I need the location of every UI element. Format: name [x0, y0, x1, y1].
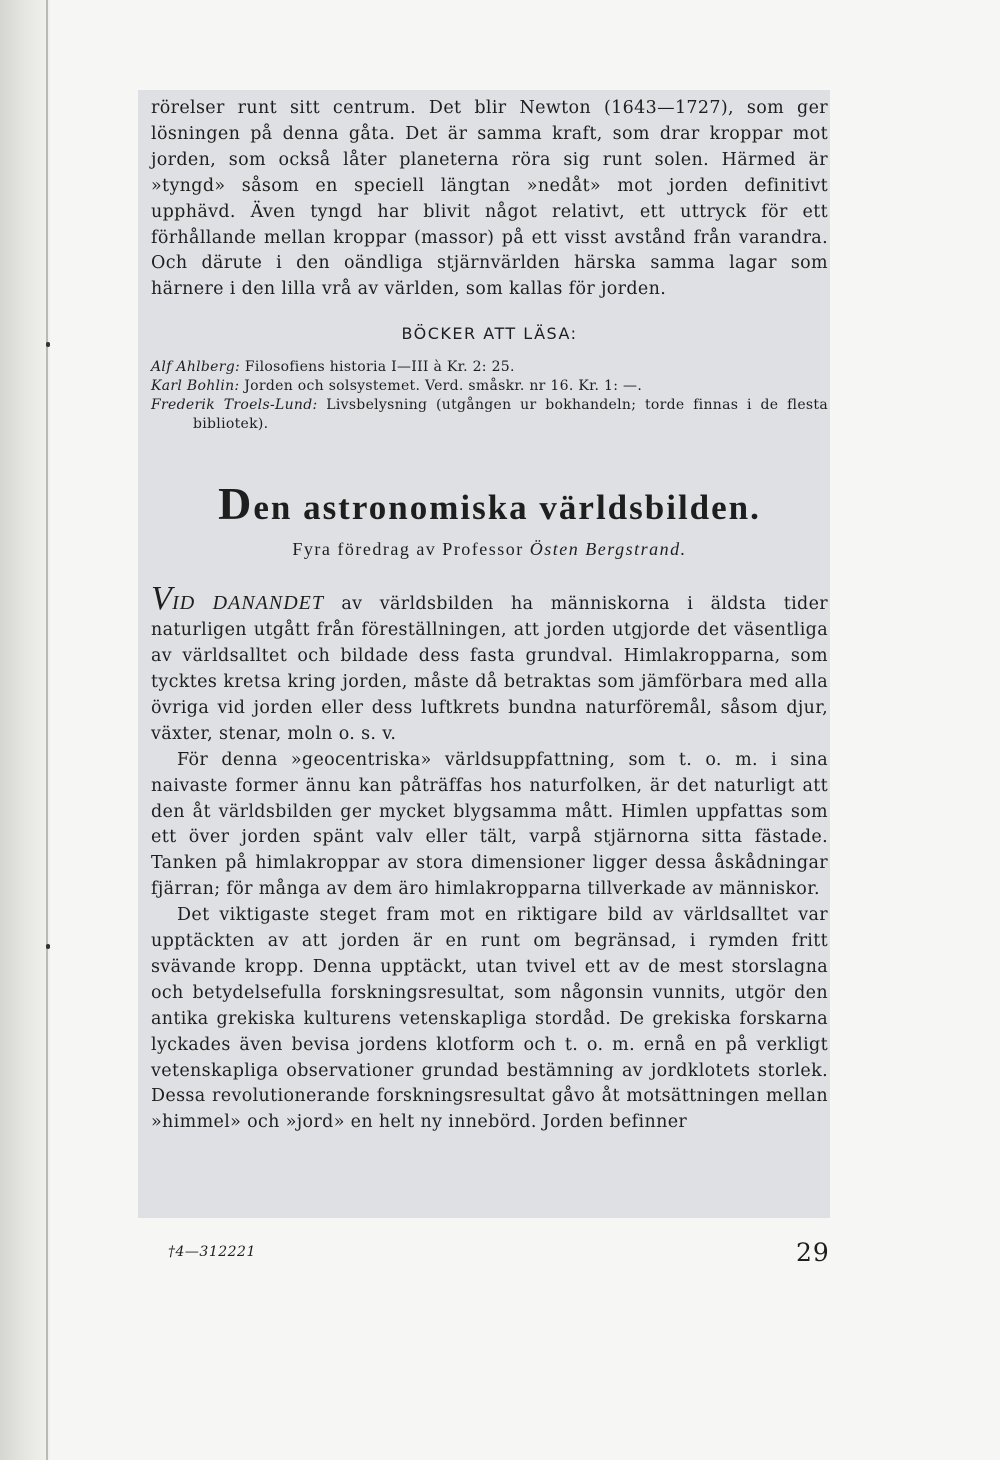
- lead-words: ID DANANDET: [172, 592, 325, 615]
- article-paragraph: [151, 580, 829, 747]
- article-subtitle: [151, 536, 828, 562]
- book-details: Livsbelysning (utgången ur bokhandeln; torde finnas i de flesta bibliotek).: [193, 397, 828, 433]
- print-mark: †4—312221: [168, 1244, 256, 1260]
- author-name: Östen Bergstrand.: [529, 539, 687, 560]
- book-entry: [151, 377, 828, 396]
- book-entry: [151, 396, 828, 434]
- drop-cap: V: [151, 580, 173, 618]
- article-paragraph: För denna »geocentriska» världsuppfattning, som t. o. m. i sina naivaste former ännu kan påträffas hos naturfolken, är det naturligt att den åt världsbilden ger mycket blygsamma mått. Himlen uppfattas som ett över jorden spänt valv eller tält, varpå stjärnorna sitta fästade. Tanken på himlakroppar av stora dimensioner ligger dessa åskådningar fjärran; för många av dem äro himlakropparna tillverkade av människor.: [151, 749, 828, 900]
- margin-mark: [46, 944, 50, 949]
- title-initial: D: [218, 478, 254, 530]
- book-details: Jorden och solsystemet. Verd. småskr. nr 16. Kr. 1: —.: [244, 378, 643, 395]
- title-rest: en astronomiska världsbilden.: [253, 488, 761, 528]
- margin-mark: [46, 342, 50, 347]
- page-edge: [46, 0, 48, 1460]
- books-heading: BÖCKER ATT LÄSA:: [401, 324, 578, 344]
- binding-shadow: [0, 0, 50, 1460]
- subtitle-prefix: Fyra föredrag av Professor: [292, 539, 524, 560]
- book-entry: [151, 358, 828, 377]
- page-number: 29: [796, 1238, 830, 1267]
- book-details: Filosofiens historia I—III à Kr. 2: 25.: [244, 359, 515, 376]
- book-author: Karl Bohlin:: [151, 378, 240, 395]
- book-author: Alf Ahlberg:: [151, 359, 241, 376]
- article-body: [151, 580, 829, 1136]
- intro-paragraph: rörelser runt sitt centrum. Det blir Newton (1643—1727), som ger lösningen på denna gåta. Det är samma kraft, som drar kroppar mot jorden, som också låter planeterna röra sig runt solen. Härmed är »tyngd» såsom en speciell längtan »nedåt» mot jorden definitivt upphävd. Även tyngd har blivit något relativt, ett uttryck för ett förhållande mellan kroppar (massor) på ett visst avstånd från varandra. Och därute i den oändliga stjärnvärlden härska samma lagar som härnere i den lilla vrå av världen, som kallas för jorden.: [151, 98, 828, 300]
- paragraph-text: av världsbilden ha människorna i äldsta tider naturligen utgått från föreställningen, att jorden utgjorde det väsentliga av världsalltet och bildade dess fasta grundval. Himlakropparna, som tycktes kretsa kring jorden, måste då betraktas som jämförbara med alla övriga vid jorden eller dess luftkrets bundna naturföremål, såsom djur, växter, stenar, moln o. s. v.: [151, 594, 829, 744]
- article-title: [151, 478, 828, 530]
- article-paragraph: Det viktigaste steget fram mot en riktigare bild av världsalltet var upptäckten av att jorden är en runt om begränsad, i rymden fritt svävande kropp. Denna upptäckt, utan tvivel ett av de mest storslagna och betydelsefulla forskningsresultat, som någonsin vunnits, utgör den antika grekiska kulturens vetenskapliga stordåd. De grekiska forskarna lyckades även bevisa jordens klotform och t. o. m. ernå en på verkligt vetenskapliga observationer grundad bestämning av jordklotets storlek. Dessa revolutionerande forskningsresultat gåvo åt motsättningen mellan »himmel» och »jord» en helt ny innebörd. Jorden befinner: [151, 905, 828, 1133]
- book-author: Frederik Troels-Lund:: [151, 397, 318, 414]
- page-content: [151, 96, 828, 1136]
